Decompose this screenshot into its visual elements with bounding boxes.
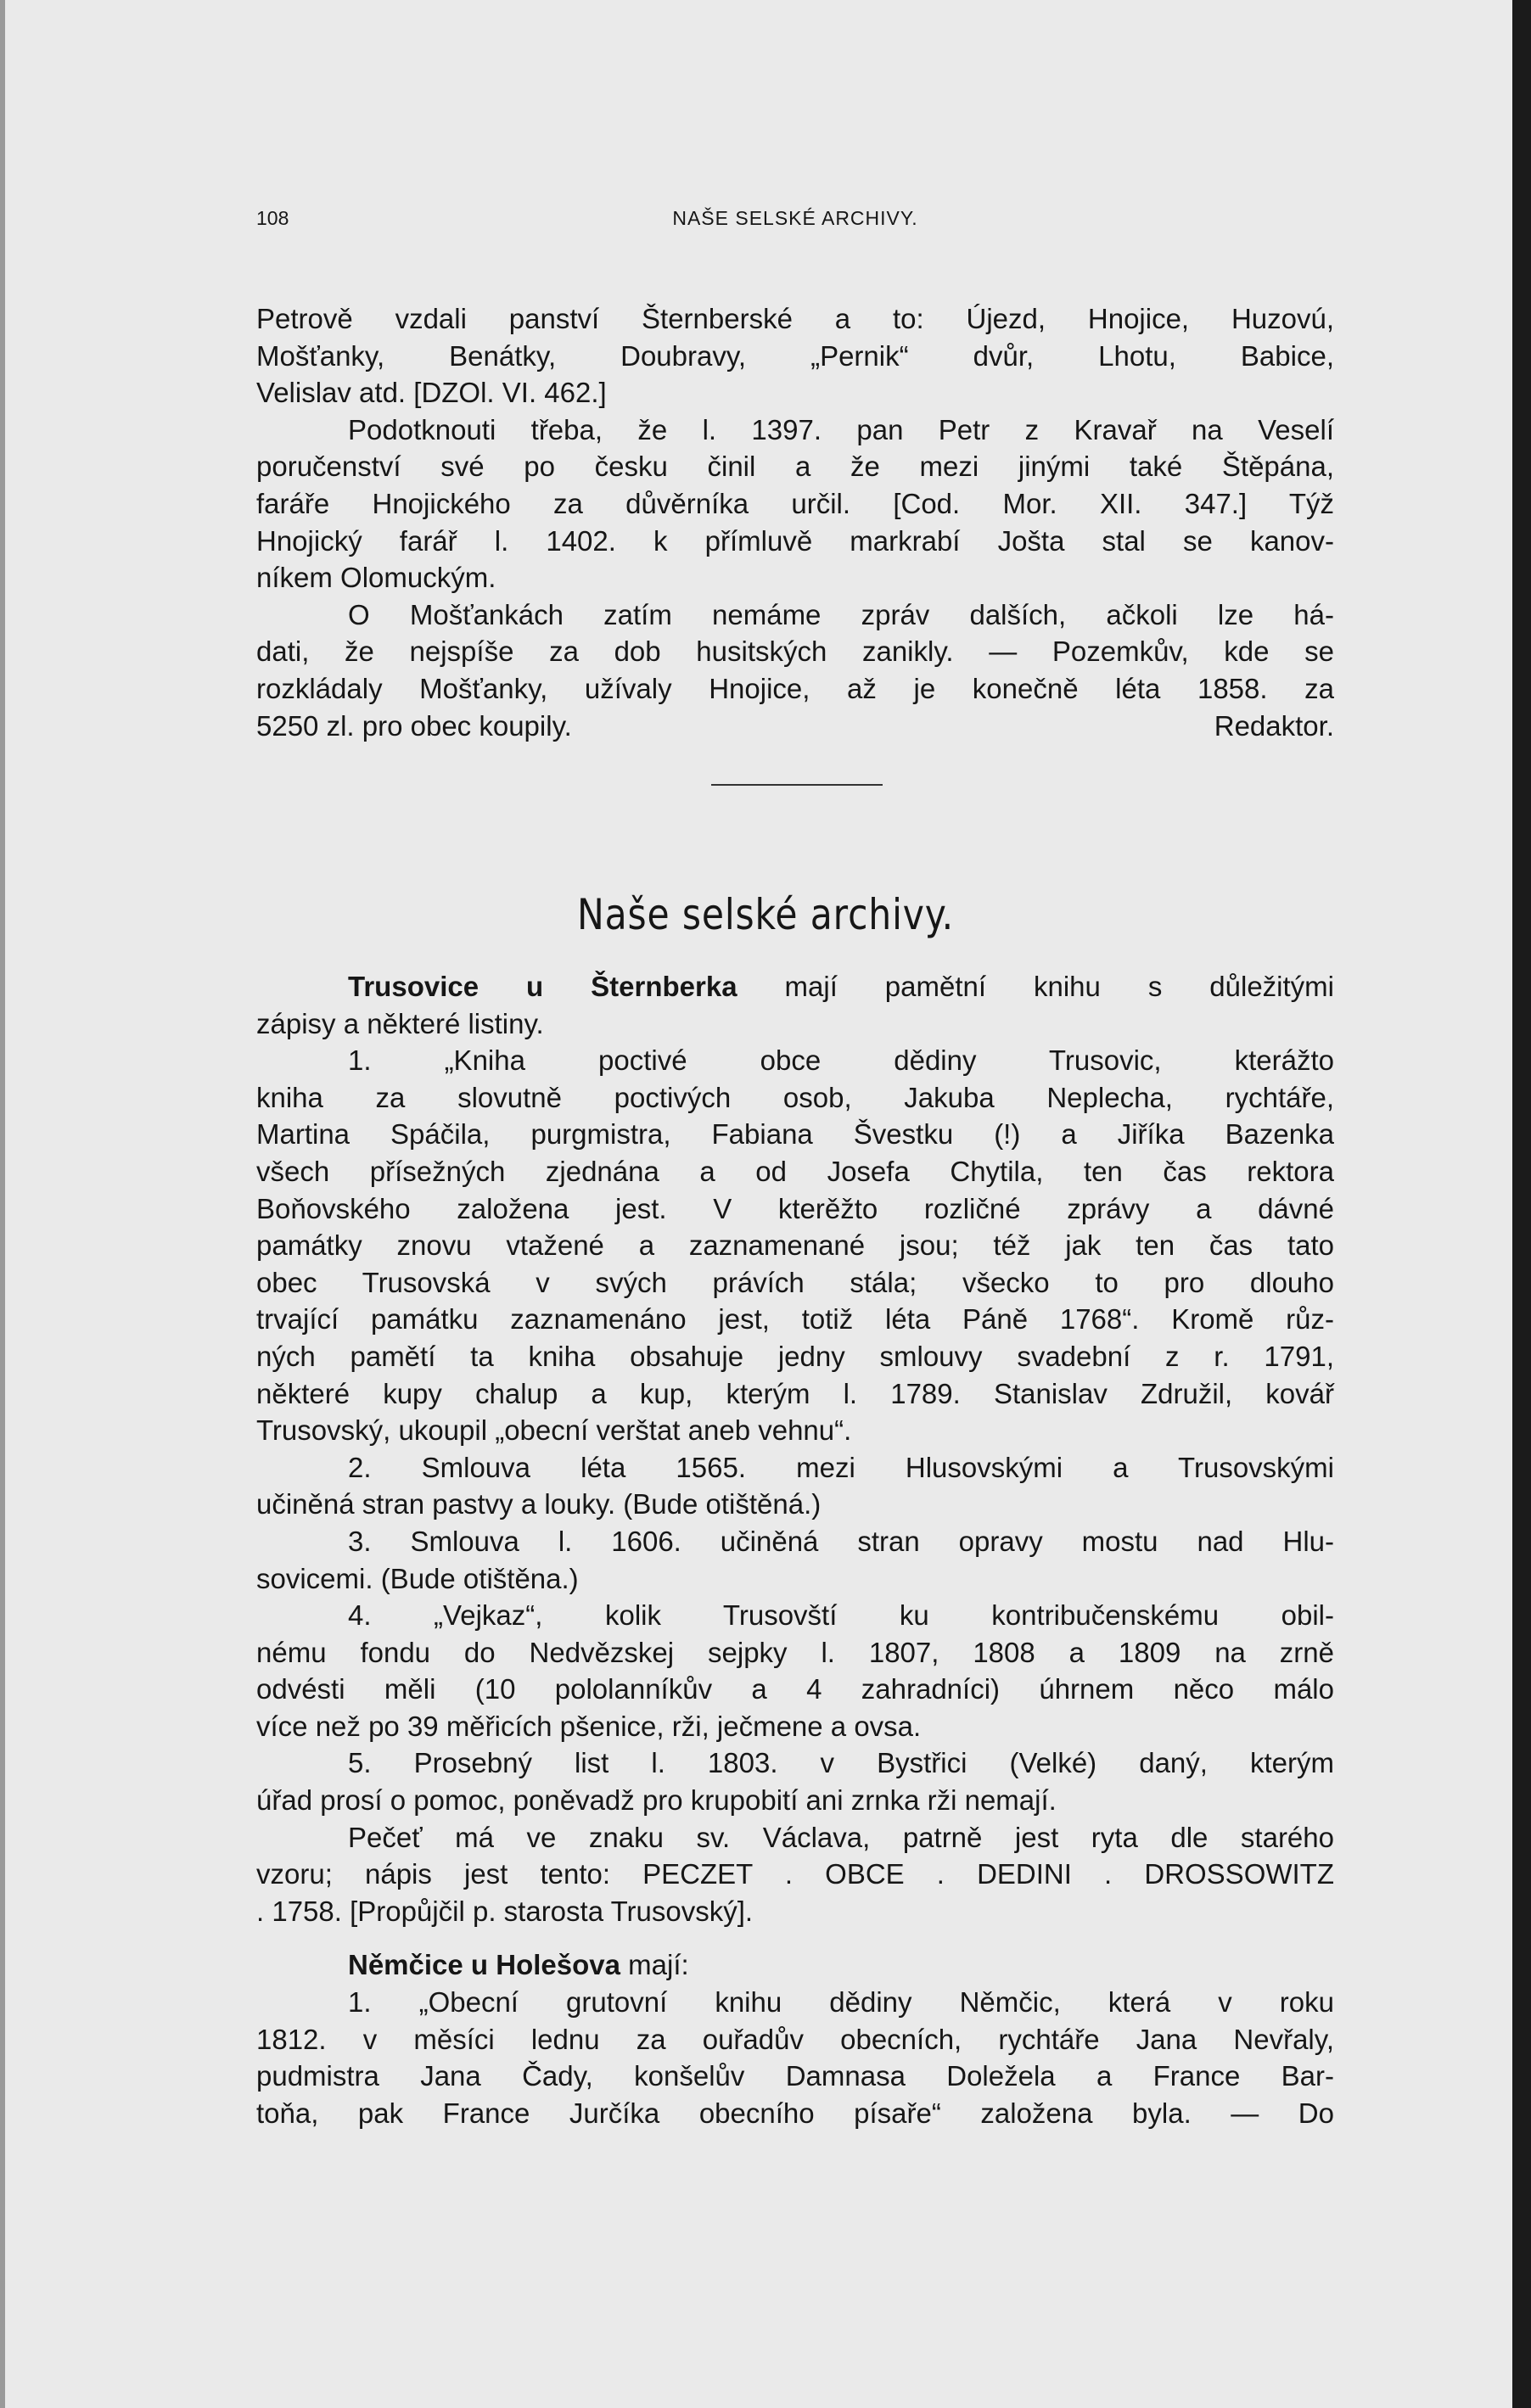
text-line (256, 559, 1334, 596)
text-line (256, 523, 1334, 560)
paragraph-gap (256, 1929, 1334, 1946)
text-line (256, 1449, 1334, 1487)
text-line (256, 1005, 1334, 1043)
paragraph (256, 1946, 1334, 1984)
paragraph (256, 596, 1334, 744)
paragraph (256, 1523, 1334, 1597)
text-line (256, 338, 1334, 375)
text-line (256, 1782, 1334, 1819)
text-line (256, 485, 1334, 523)
line-text: nému fondu do Nedvězskej sejpky l. 1807, 1808 a 1809 na zrně (256, 1636, 1334, 1668)
text-line (256, 1708, 1334, 1745)
text-line (256, 1412, 1334, 1449)
line-text: Martina Spáčila, purgmistra, Fabiana Švestku (!) a Jiříka Bazenka (256, 1118, 1334, 1151)
text-line (256, 1523, 1334, 1560)
line-text: 1812. v měsíci lednu za ouřadův obecních, rychtáře Jana Nevřaly, (256, 2023, 1334, 2055)
text-line (256, 374, 1334, 412)
text-line (256, 968, 1334, 1005)
text-line (256, 1227, 1334, 1264)
text-line (256, 1634, 1334, 1672)
line-text: více než po 39 měřicích pšenice, rži, ječmene a ovsa. (256, 1710, 922, 1742)
text-line (256, 1079, 1334, 1117)
text-line (256, 1190, 1334, 1228)
line-text: odvésti měli (10 pololanníkův a 4 zahradníci) úhrnem něco málo (256, 1673, 1334, 1705)
text-line (256, 1984, 1334, 2021)
line-text: Velislav atd. [DZOl. VI. 462.] (256, 377, 607, 409)
paragraph (256, 412, 1334, 596)
text-line (256, 633, 1334, 670)
text-line (256, 1375, 1334, 1413)
line-text: úřad prosí o pomoc, poněvadž pro krupobití ani zrnka rži nemají. (256, 1784, 1057, 1817)
line-text: památky znovu vtažené a zaznamenané jsou; též jak ten čas tato (256, 1229, 1334, 1262)
line-text: obec Trusovská v svých právích stála; všecko to pro dlouho (256, 1266, 1334, 1298)
line-text: Trusovský, ukoupil „obecní verštat aneb vehnu“. (256, 1414, 852, 1447)
text-line (256, 2021, 1334, 2058)
line-text: mají pamětní knihu s důležitými (737, 971, 1335, 1002)
text-line (256, 412, 1334, 449)
text-line (256, 1671, 1334, 1708)
line-text: 5250 zl. pro obec koupily. (256, 709, 572, 742)
text-line (256, 596, 1334, 634)
line-text: Hnojický farář l. 1402. k přímluvě markrabí Jošta stal se kanov- (256, 524, 1334, 557)
paragraph (256, 1744, 1334, 1818)
line-text: Podotknouti třeba, že l. 1397. pan Petr z Kravař na Veselí (348, 413, 1334, 445)
scan-edge-left (0, 0, 5, 2408)
text-line (256, 1893, 1334, 1930)
line-text: poručenství své po česku činil a že mezi jinými také Štěpána, (256, 451, 1334, 483)
line-text: kniha za slovutně poctivých osob, Jakuba Neplecha, rychtáře, (256, 1081, 1334, 1113)
paragraph (256, 1819, 1334, 1930)
running-title: NAŠE SELSKÉ ARCHIVY. (672, 207, 918, 229)
text-line (256, 1264, 1334, 1302)
paragraph (256, 1984, 1334, 2131)
line-text: učiněná stran pastvy a louky. (Bude otištěná.) (256, 1488, 822, 1520)
text-line (256, 1856, 1334, 1893)
line-text: 2. Smlouva léta 1565. mezi Hlusovskými a Trusovskými (348, 1451, 1334, 1483)
text-block-archives (256, 968, 1334, 2131)
text-line (256, 1153, 1334, 1190)
section-divider (711, 784, 883, 786)
paragraph (256, 1042, 1334, 1449)
text-line (256, 1301, 1334, 1338)
section-title: Naše selské archivy. (576, 889, 955, 939)
text-line (256, 448, 1334, 485)
line-text: faráře Hnojického za důvěrníka určil. [Cod. Mor. XII. 347.] Týž (256, 487, 1334, 519)
line-text: vzoru; nápis jest tento: PECZET . OBCE . DEDINI . DROSSOWITZ (256, 1858, 1334, 1890)
line-text: toňa, pak France Jurčíka obecního písaře“ založena byla. — Do (256, 2097, 1334, 2129)
line-text: rozkládaly Mošťanky, užívaly Hnojice, až je konečně léta 1858. za (256, 672, 1334, 704)
line-text: všech přísežných zjednána a od Josefa Chytila, ten čas rektora (256, 1155, 1334, 1187)
line-text: ných pamětí ta kniha obsahuje jedny smlouvy svadební z r. 1791, (256, 1340, 1334, 1372)
lead-heading: Trusovice u Šternberka (348, 971, 737, 1002)
text-line (256, 1744, 1334, 1782)
lead-heading: Němčice u Holešova (348, 1949, 620, 1981)
paragraph (256, 968, 1334, 1042)
line-text: O Mošťankách zatím nemáme zpráv dalších, ačkoli lze há- (348, 598, 1334, 630)
line-text: Mošťanky, Benátky, Doubravy, „Pernik“ dvůr, Lhotu, Babice, (256, 339, 1334, 372)
line-text: některé kupy chalup a kup, kterým l. 1789. Stanislav Združil, kovář (256, 1377, 1334, 1409)
line-text: Boňovského založena jest. V kterěžto rozličné zprávy a dávné (256, 1192, 1334, 1224)
text-line (256, 708, 1334, 745)
line-text: 4. „Vejkaz“, kolik Trusovští ku kontribučenskému obil- (348, 1599, 1334, 1632)
line-text: 5. Prosebný list l. 1803. v Bystřici (Velké) daný, kterým (348, 1747, 1334, 1779)
line-text: dati, že nejspíše za dob husitských zanikly. — Pozemkův, kde se (256, 636, 1334, 668)
text-line (256, 1338, 1334, 1375)
line-text: Petrově vzdali panství Šternberské a to: Újezd, Hnojice, Huzovú, (256, 303, 1334, 334)
line-text: mají: (620, 1949, 689, 1981)
text-line (256, 2058, 1334, 2095)
text-line (256, 1560, 1334, 1598)
line-text: trvající památku zaznamenáno jest, totiž léta Páně 1768“. Kromě růz- (256, 1303, 1334, 1336)
line-text: pudmistra Jana Čady, konšelův Damnasa Doležela a France Bar- (256, 2060, 1334, 2092)
running-header (256, 207, 1334, 234)
paragraph (256, 1449, 1334, 1523)
line-text: níkem Olomuckým. (256, 562, 496, 594)
text-line (256, 1946, 1334, 1984)
page-number: 108 (256, 207, 289, 229)
scan-edge-right (1512, 0, 1531, 2408)
paragraph (256, 1597, 1334, 1744)
text-line (256, 1819, 1334, 1856)
line-text: 3. Smlouva l. 1606. učiněná stran opravy mostu nad Hlu- (348, 1525, 1334, 1557)
text-line (256, 1042, 1334, 1079)
signature: Redaktor. (1214, 709, 1334, 742)
text-line (256, 1597, 1334, 1634)
line-text: zápisy a některé listiny. (256, 1007, 544, 1039)
text-line (256, 670, 1334, 708)
paragraph (256, 300, 1334, 412)
line-text: 1. „Kniha poctivé obce dědiny Trusovic, kterážto (348, 1044, 1334, 1077)
line-text: sovicemi. (Bude otištěna.) (256, 1562, 579, 1594)
line-text: . 1758. [Propůjčil p. starosta Trusovský]. (256, 1895, 754, 1927)
line-text: 1. „Obecní grutovní knihu dědiny Němčic, která v roku (348, 1986, 1334, 2019)
text-block-editorial (256, 300, 1334, 744)
line-text: Pečeť má ve znaku sv. Václava, patrně jest ryta dle starého (348, 1821, 1334, 1853)
text-line (256, 1116, 1334, 1153)
text-line (256, 1486, 1334, 1523)
text-line (256, 2095, 1334, 2132)
text-line (256, 300, 1334, 338)
